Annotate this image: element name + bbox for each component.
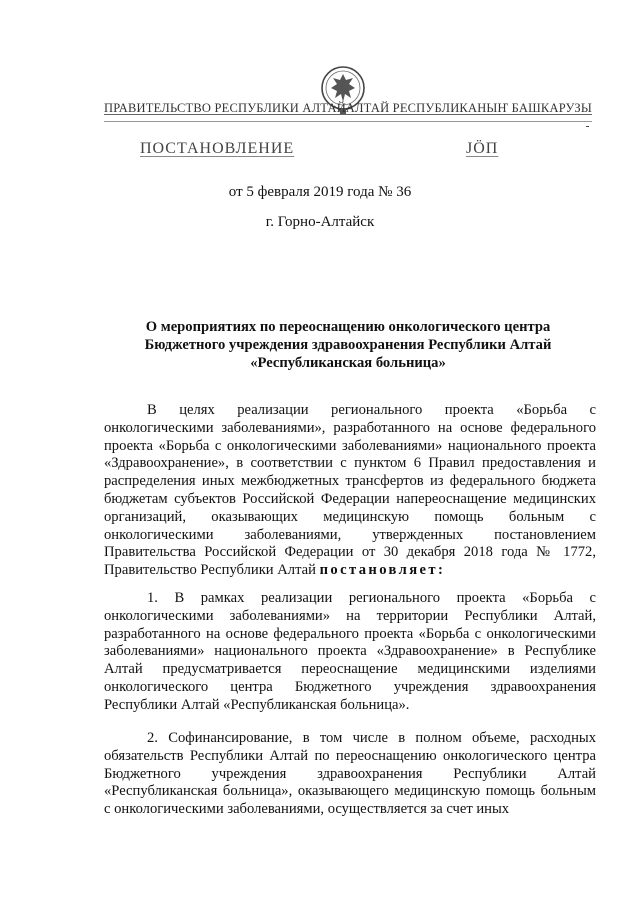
title-line: О мероприятиях по переоснащению онкологического центра: [145, 319, 551, 335]
document-city: г. Горно-Алтайск: [265, 214, 375, 230]
scan-mark: [586, 126, 589, 127]
resolution-keyword: постановляет:: [319, 562, 446, 579]
title-line: Бюджетного учреждения здравоохранения Республики Алтай: [144, 337, 552, 353]
title-line: «Республиканская больница»: [250, 355, 446, 371]
government-header: [104, 101, 592, 117]
document-date-number: от 5 февраля 2019 года № 36: [228, 184, 412, 200]
document-type-alt: ЈӦП: [466, 140, 499, 157]
clause-1-paragraph: 1. В рамках реализации регионального проекта «Борьба с онкологическими заболеваниями» на территории Республики Алтай, разработанного на основе федерального проекта «Борьба с онкологическими заболеваниями» национального проекта «Здравоохранение» в Республике Алтай предусматривается переоснащение медицинскими изделиями онкологического центра Бюджетного учреждения здравоохранения Республики Алтай «Республиканская больница».: [104, 590, 596, 713]
government-name-alt: АЛТАЙ РЕСПУБЛИКАНЫҤ БАШКАРУЗЫ: [345, 101, 592, 115]
document-title: [104, 318, 592, 372]
government-name-ru: ПРАВИТЕЛЬСТВО РЕСПУБЛИКИ АЛТАЙ: [104, 101, 346, 115]
preamble-paragraph: [104, 402, 596, 580]
document-type-ru: ПОСТАНОВЛЕНИЕ: [140, 140, 295, 157]
preamble-text: В целях реализации регионального проекта «Борьба с онкологическими заболеваниями», разработанного на основе федерального проекта «Борьба с онкологическими заболеваниями» национального проекта «Здравоохранение», в соответствии с пунктом 6 Правил предоставления и распределения иных межбюджетных трансфертов из федерального бюджета бюджетам субъектов Российской Федерации напереоснащение медицинских организаций, оказывающих медицинскую помощь больным с онкологическими заболеваниями, утвержденных постановлением Правительства Российской Федерации от 30 декабря 2018 года № 1772, Правительство Республики Алтай: [104, 402, 596, 579]
header-rule: [104, 121, 592, 122]
clause-2-paragraph: 2. Софинансирование, в том числе в полном объеме, расходных обязательств Республики Алтай по переоснащению онкологического центра Бюджетного учреждения здравоохранения Республики Алтай «Республиканская больница», оказывающего медицинскую помощь больным с онкологическими заболеваниями, осуществляется за счет иных: [104, 730, 596, 818]
